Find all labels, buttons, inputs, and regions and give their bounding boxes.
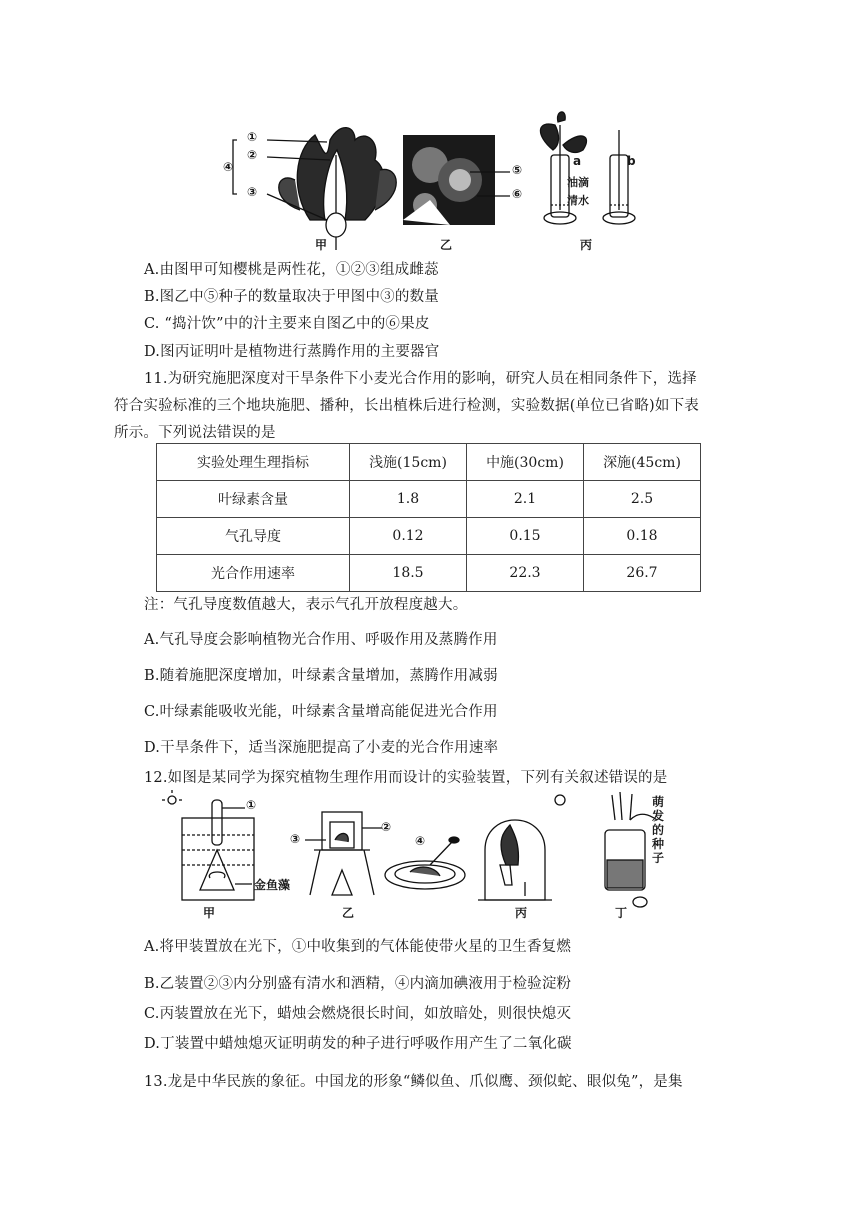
- q12-marker-4: ④: [415, 834, 426, 848]
- table-cell: 光合作用速率: [157, 555, 350, 592]
- q11-stem-line-1: 11.为研究施肥深度对干旱条件下小麦光合作用的影响，研究人员在相同条件下，选择: [144, 371, 697, 387]
- table-cell: 2.5: [584, 481, 701, 518]
- table-cell: 1.8: [350, 481, 467, 518]
- marker-4: ④: [223, 160, 234, 174]
- q11-option-c: C.叶绿素能吸收光能，叶绿素含量增高能促进光合作用: [144, 704, 498, 720]
- fig1-label-jia: 甲: [315, 238, 328, 252]
- q12-option-c: C.丙装置放在光下，蜡烛会燃烧很长时间，如放暗处，则很快熄灭: [144, 1006, 572, 1022]
- q10-option-d: D.图丙证明叶是植物进行蒸腾作用的主要器官: [144, 344, 440, 360]
- marker-6: ⑥: [512, 187, 523, 201]
- q10-option-c: C. “捣汁饮”中的汁主要来自图乙中的⑥果皮: [144, 316, 430, 332]
- seeds-char: 子: [652, 851, 665, 865]
- table-cell: 0.15: [467, 518, 584, 555]
- cherry-diagram: [403, 135, 510, 225]
- table-cell: 0.12: [350, 518, 467, 555]
- figure-2-drawing: [160, 790, 680, 925]
- figure-1-drawing: [215, 110, 655, 255]
- q12-marker-2: ②: [381, 820, 392, 834]
- marker-2: ②: [247, 148, 258, 162]
- q12-stem: 12.如图是某同学为探究植物生理作用而设计的实验装置，下列有关叙述错误的是: [144, 770, 668, 786]
- flower-diagram: [233, 128, 396, 250]
- q11-option-d: D.干旱条件下，适当深施肥提高了小麦的光合作用速率: [144, 740, 499, 756]
- q12-marker-3: ③: [290, 832, 301, 846]
- q11-stem-line-2: 符合实验标准的三个地块施肥、播种，长出植株后进行检测，实验数据(单位已省略)如下表: [114, 398, 700, 414]
- marker-3: ③: [247, 185, 258, 199]
- table-header-cell: 深施(45cm): [584, 444, 701, 481]
- q12-option-b: B.乙装置②③内分别盛有清水和酒精，④内滴加碘液用于检验淀粉: [144, 976, 572, 992]
- table-header-cell: 浅施(15cm): [350, 444, 467, 481]
- seeds-label: [652, 795, 664, 865]
- seeds-char: 萌: [652, 795, 665, 809]
- table-header-cell: 实验处理生理指标: [157, 444, 350, 481]
- table-cell: 2.1: [467, 481, 584, 518]
- table-cell: 气孔导度: [157, 518, 350, 555]
- q12-marker-1: ①: [246, 798, 257, 812]
- marker-5: ⑤: [512, 163, 523, 177]
- fig2-label-ding: 丁: [615, 906, 628, 920]
- algae-label: 金鱼藻: [254, 878, 291, 892]
- table-cell: 叶绿素含量: [157, 481, 350, 518]
- table-row: [157, 518, 701, 555]
- table-cell: 18.5: [350, 555, 467, 592]
- fig1-label-bing: 丙: [580, 238, 593, 252]
- table-cell: 26.7: [584, 555, 701, 592]
- seeds-char: 发: [652, 809, 665, 823]
- seeds-char: 种: [652, 837, 665, 851]
- q11-option-b: B.随着施肥深度增加，叶绿素含量增加，蒸腾作用减弱: [144, 668, 498, 684]
- table-header-cell: 中施(30cm): [467, 444, 584, 481]
- q11-stem-line-3: 所示。下列说法错误的是: [114, 425, 276, 441]
- q11-data-table: [156, 443, 701, 592]
- seeds-char: 的: [652, 823, 665, 837]
- fig1-label-yi: 乙: [440, 238, 453, 252]
- q12-option-a: A.将甲装置放在光下，①中收集到的气体能使带火星的卫生香复燃: [144, 939, 572, 955]
- figure-flower-fruit-transpiration: [215, 110, 655, 255]
- q11-option-a: A.气孔导度会影响植物光合作用、呼吸作用及蒸腾作用: [144, 632, 498, 648]
- table-header-row: [157, 444, 701, 481]
- fig2-label-yi: 乙: [342, 906, 355, 920]
- q13-stem: 13.龙是中华民族的象征。中国龙的形象“鳞似鱼、爪似鹰、颈似蛇、眼似兔”，是集: [144, 1074, 683, 1090]
- q11-note: 注：气孔导度数值越大，表示气孔开放程度越大。: [144, 597, 468, 613]
- tube-a-label: a: [573, 154, 582, 168]
- q10-option-a: A.由图甲可知樱桃是两性花，①②③组成雌蕊: [144, 262, 439, 278]
- water-label: 清水: [567, 194, 589, 207]
- q10-option-b: B.图乙中⑤种子的数量取决于甲图中③的数量: [144, 289, 439, 305]
- oil-label: 油滴: [567, 176, 589, 189]
- q12-option-d: D.丁装置中蜡烛熄灭证明萌发的种子进行呼吸作用产生了二氧化碳: [144, 1036, 572, 1052]
- table-row: [157, 555, 701, 592]
- figure-plant-physiology-setups: [160, 790, 680, 925]
- fig2-label-bing: 丙: [515, 906, 528, 920]
- table-row: [157, 481, 701, 518]
- tube-b-label: b: [627, 154, 636, 168]
- marker-1: ①: [247, 130, 258, 144]
- table-cell: 0.18: [584, 518, 701, 555]
- table-cell: 22.3: [467, 555, 584, 592]
- fig2-label-jia: 甲: [203, 906, 216, 920]
